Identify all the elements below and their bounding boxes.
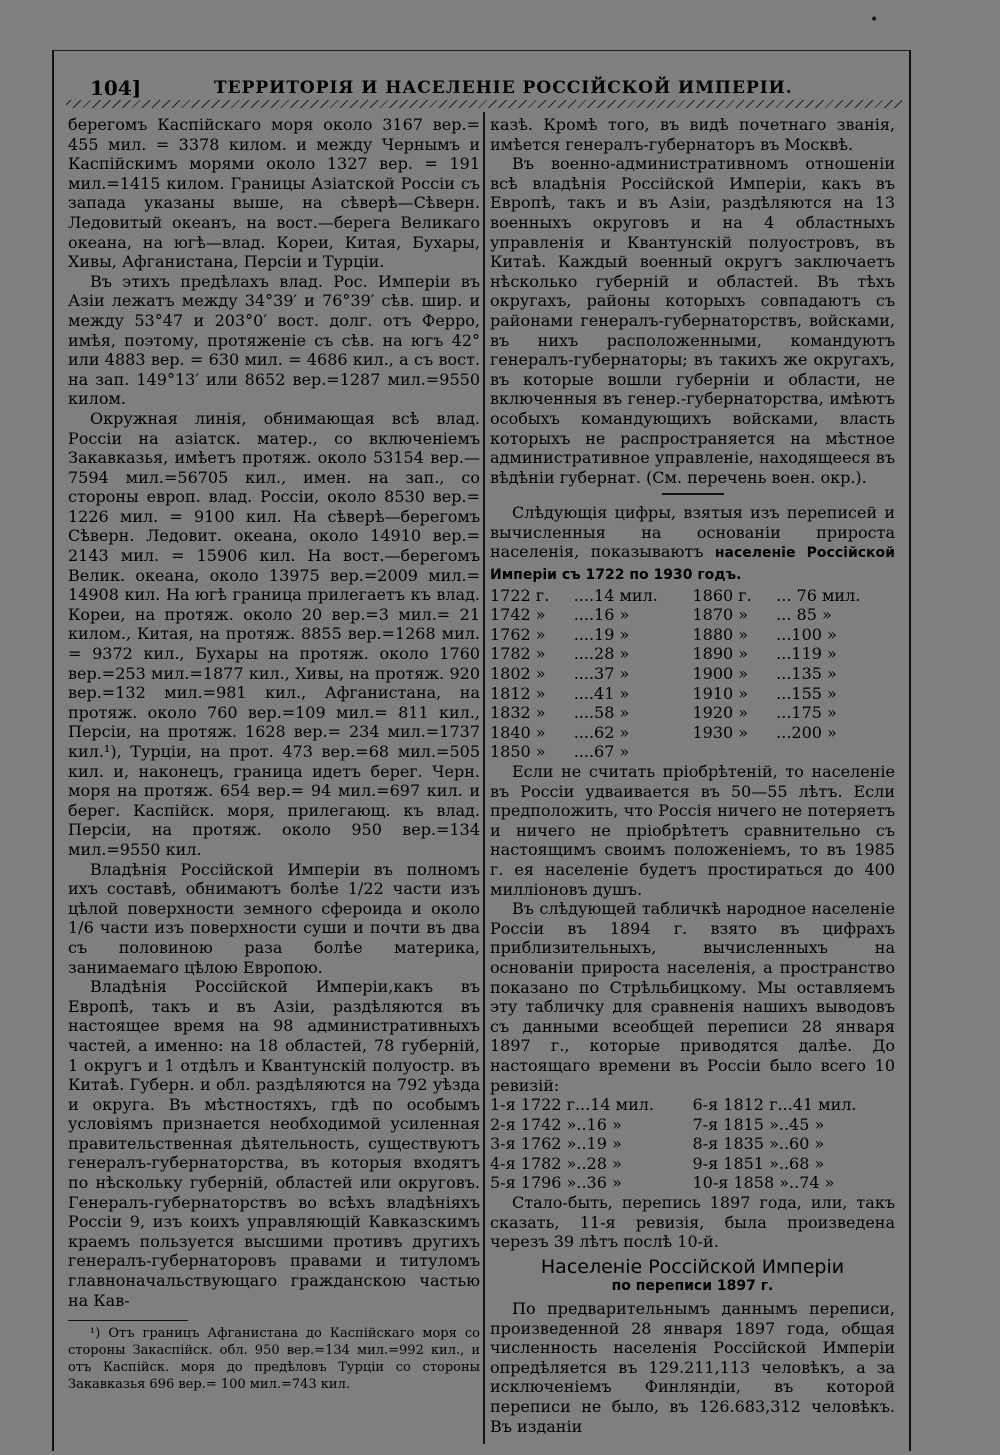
table-row	[490, 684, 895, 704]
table-cell: 1812 »	[490, 683, 546, 703]
table-row	[490, 1115, 895, 1135]
table-cell: 6-я 1812 г...41 мил.	[692, 1095, 857, 1115]
paragraph: казѣ. Кромѣ того, въ видѣ почетнаго званія, имѣется генералъ-губернаторъ въ Москвѣ.	[490, 115, 895, 154]
paragraph: Въ слѣдующей табличкѣ народное населеніе Россіи въ 1894 г. взято въ цифрахъ приблизительныхъ, вычисленныхъ на основаніи прироста населенія, а пространство показано по Стрѣльбицкому. Мы оставляемъ эту табличку для сравненія нашихъ выводовъ съ данными всеобщей переписи 28 января 1897 г., которые приводятся далѣе. До настоящаго времени въ Россіи было всего 10 ревизій:	[490, 899, 895, 1095]
table-cell: ...155 »	[776, 683, 837, 703]
left-column	[68, 115, 480, 1393]
table-cell: 1930 »	[692, 722, 749, 742]
table-row	[490, 625, 895, 645]
table-cell: 1722 г.	[490, 585, 550, 605]
table-cell: ...119 »	[776, 644, 837, 664]
column-divider	[483, 112, 485, 1444]
paragraph: Окружная линія, обнимающая всѣ влад. Россіи на азіатск. матер., со включеніемъ Закавказья, имѣетъ протяж. около 53154 вер.— 7594 мил.=56705 кил., имен. на зап., со стороны европ. влад. Россіи, около 8530 вер.= 1226 мил. = 9100 кил. На сѣверѣ—берегомъ Сѣверн. Ледовит. океана, около 14910 вер.= 2143 мил. = 15906 кил. На вост.—берегомъ Велик. океана, около 13975 вер.=2009 мил.= 14908 кил. На югѣ граница прилегаетъ къ влад. Кореи, на протяж. около 20 вер.=3 мил.= 21 килом., Китая, на протяж. 8855 вер.=1268 мил. = 9372 кил., Бухары на протяж. около 1760 вер.=253 мил.=1877 кил., Хивы, на протяж. 920 вер.=132 мил.=981 кил., Афганистана, на протяж. около 760 вер.=109 мил.= 811 кил., Персіи, на протяж. 1628 вер.= 234 мил.=1737 кил.¹), Турціи, на прот. 473 вер.=68 мил.=505 кил. и, наконецъ, граница идетъ берег. Черн. моря на протяж. 654 вер.= 94 мил.=697 кил. и берег. Каспійск. моря, прилегающ. къ влад. Персіи, на протяж. около 950 вер.=134 мил.=9550 кил.	[68, 408, 480, 859]
table-cell: 9-я 1851 »..68 »	[692, 1153, 825, 1173]
table-cell: ... 76 мил.	[776, 585, 861, 605]
table-cell: ...175 »	[776, 703, 837, 723]
table-cell: ....19 »	[573, 624, 630, 644]
table-cell: ...100 »	[776, 624, 837, 644]
page-number: 104]	[90, 76, 142, 100]
table-cell: 1880 »	[692, 624, 749, 644]
table-row	[490, 703, 895, 723]
table-cell: ....16 »	[573, 605, 630, 625]
table-cell: ... 85 »	[776, 605, 832, 625]
table-cell: 2-я 1742 »..16 »	[490, 1114, 622, 1134]
paragraph: Стало-быть, перепись 1897 года, или, такъ сказать, 11-я ревизія, была произведена черезъ 39 лѣтъ послѣ 10-й.	[490, 1193, 895, 1252]
section-rule	[662, 493, 724, 495]
paragraph: Владѣнія Россійской Имперіи,какъ въ Европѣ, такъ и въ Азіи, раздѣляются въ настоящее время на 98 административныхъ частей, а именно: на 18 областей, 78 губерній, 1 округъ и 1 отдѣлъ и Квантунскій полуостр. въ Китаѣ. Губерн. и обл. раздѣляются на 792 уѣзда и округа. Въ мѣстностяхъ, гдѣ по особымъ условіямъ признается необходимой усиленная правительственная дѣятельность, существуютъ генералъ-губернаторства, въ которыя входятъ по нѣскольку губерній, областей или округовъ. Генералъ-губернаторствъ во всѣхъ владѣніяхъ Россіи 9, изъ коихъ управляющій Кавказскимъ краемъ пользуется высшими противъ другихъ генералъ-губернаторовъ правами и титуломъ главноначальствующаго гражданскою частью на Кав-	[68, 977, 480, 1310]
table-cell: ....37 »	[573, 664, 630, 684]
paragraph: берегомъ Каспійскаго моря около 3167 вер.= 455 мил. = 3378 килом. и между Чернымъ и Каспійскимъ морями около 1327 вер. = 191 мил.=1415 килом. Границы Азіатской Россіи съ запада указаны выше, на сѣверѣ—Сѣверн. Ледовитый океанъ, на вост.—берега Великаго океана, на югѣ—влад. Кореи, Китая, Бухары, Хивы, Афганистана, Персіи и Турціи.	[68, 115, 480, 272]
paragraph-text: Слѣдующія цифры, взятыя изъ переписей и вычисленныя на основаніи прироста населенія, показываютъ	[490, 503, 895, 562]
table-row	[490, 586, 895, 606]
paragraph: Въ военно-административномъ отношеніи всѣ владѣнія Россійской Имперіи, какъ въ Европѣ, такъ и въ Азіи, раздѣляются на 13 военныхъ округовъ и на 4 областныхъ управленія и Квантунскій полуостровъ, въ Китаѣ. Каждый военный округъ заключаетъ нѣсколько губерній и областей. Въ тѣхъ округахъ, районы которыхъ совпадаютъ съ районами генералъ-губернаторствъ, войсками, въ нихъ расположенными, командуютъ генералъ-губернаторы; въ такихъ же округахъ, въ которые вошли губерніи и области, не включенныя въ генер.-губернаторства, имѣютъ особыхъ командующихъ войсками, власть которыхъ не распространяется на мѣстное административное управленіе, находящееся въ вѣдѣніи губернат. (См. перечень воен. окр.).	[490, 154, 895, 487]
paragraph: По предварительнымъ даннымъ переписи, произведенной 28 января 1897 года, общая численность населенія Россійской Имперіи опредѣляется въ 129.211,113 человѣкъ, а за исключеніемъ Финляндіи, въ которой переписи не было, въ 126.683,312 человѣкъ. Въ изданіи	[490, 1299, 895, 1436]
table-cell: ...135 »	[776, 664, 837, 684]
footnote: ¹) Отъ границъ Афганистана до Каспійскаго моря со стороны Закаспійск. обл. 950 вер.=134 мил.=992 кил., и отъ Каспійск. моря до предѣловъ Турціи со стороны Закавказья 696 вер.= 100 мил.=743 кил.	[68, 1326, 480, 1393]
table-cell: 4-я 1782 »..28 »	[490, 1153, 622, 1173]
table-cell: 1762 »	[490, 624, 546, 644]
table-cell: 10-я 1858 »..74 »	[692, 1173, 835, 1193]
table-cell: ...200 »	[776, 722, 837, 742]
revisions-table	[490, 1095, 895, 1193]
paragraph: Если не считать пріобрѣтеній, то населеніе въ Россіи удваивается въ 50—55 лѣтъ. Если предположить, что Россія ничего не потеряетъ и ничего не пріобрѣтетъ сравнительно съ настоящимъ своимъ положеніемъ, то въ 1985 г. ея населеніе будетъ простираться до 400 милліоновъ душъ.	[490, 762, 895, 899]
section-subtitle: по переписи 1897 г.	[611, 1278, 774, 1295]
table-cell	[692, 742, 776, 762]
table-cell: 7-я 1815 »..45 »	[692, 1114, 825, 1134]
table-cell: 3-я 1762 »..19 »	[490, 1134, 622, 1154]
running-title: ТЕРРИТОРІЯ И НАСЕЛЕНІЕ РОССІЙСКОЙ ИМПЕРІИ.	[214, 78, 793, 98]
table-row	[490, 1173, 895, 1193]
table-row	[490, 1134, 895, 1154]
table-cell: 1-я 1722 г...14 мил.	[490, 1095, 655, 1115]
table-cell: ....41 »	[573, 683, 630, 703]
table-cell: ....67 »	[573, 742, 630, 762]
table-cell: 1870 »	[692, 605, 749, 625]
table-cell: 1840 »	[490, 722, 546, 742]
table-row	[490, 644, 895, 664]
table-cell: 5-я 1796 »..36 »	[490, 1173, 622, 1193]
table-cell: 1832 »	[490, 703, 546, 723]
table-cell: 1920 »	[692, 703, 749, 723]
wavy-divider	[66, 100, 902, 108]
table-cell: ....14 мил.	[573, 585, 658, 605]
emphasis-text: населеніе Россійской Имперіи съ 1722 по 1930 годъ.	[490, 545, 895, 584]
table-row	[490, 723, 895, 743]
table-cell: ....58 »	[573, 703, 630, 723]
table-cell: 1890 »	[692, 644, 749, 664]
table-row	[490, 1095, 895, 1115]
population-table	[490, 586, 895, 762]
corner-mark: •	[870, 12, 879, 28]
table-row	[490, 605, 895, 625]
table-cell: 1802 »	[490, 664, 546, 684]
table-cell: 8-я 1835 »..60 »	[692, 1134, 825, 1154]
table-row	[490, 1154, 895, 1174]
table-cell: ....62 »	[573, 722, 630, 742]
table-cell: 1900 »	[692, 664, 749, 684]
right-column	[490, 115, 895, 1436]
section-title: Населеніе Россійской Имперіи	[540, 1255, 845, 1278]
paragraph: Владѣнія Россійской Имперіи въ полномъ ихъ составѣ, обнимаютъ болѣе 1/22 части изъ цѣлой поверхности земного сфероида и около 1/6 части изъ поверхности суши и почти въ два съ половиною раза болѣе материка, занимаемаго цѣлою Европою.	[68, 859, 480, 977]
table-cell: 1742 »	[490, 605, 546, 625]
table-row	[490, 664, 895, 684]
table-row	[490, 742, 895, 762]
footnote-rule	[68, 1320, 188, 1321]
table-cell	[776, 742, 895, 762]
paragraph	[490, 503, 895, 585]
table-cell: 1910 »	[692, 683, 749, 703]
running-header	[62, 70, 892, 100]
table-cell: 1782 »	[490, 644, 546, 664]
paragraph: Въ этихъ предѣлахъ влад. Рос. Имперіи въ Азіи лежатъ между 34°39′ и 76°39′ сѣв. шир. и между 53°47 и 203°0′ вост. долг. отъ Ферро, имѣя, поэтому, протяженіе съ сѣв. на югъ 42° или 4883 вер. = 630 мил. = 4686 кил., а съ вост. на зап. 149°13′ или 8652 вер.=1287 мил.=9550 килом.	[68, 271, 480, 409]
table-cell: 1860 г.	[692, 585, 752, 605]
table-cell: 1850 »	[490, 742, 546, 762]
table-cell: ....28 »	[573, 644, 630, 664]
